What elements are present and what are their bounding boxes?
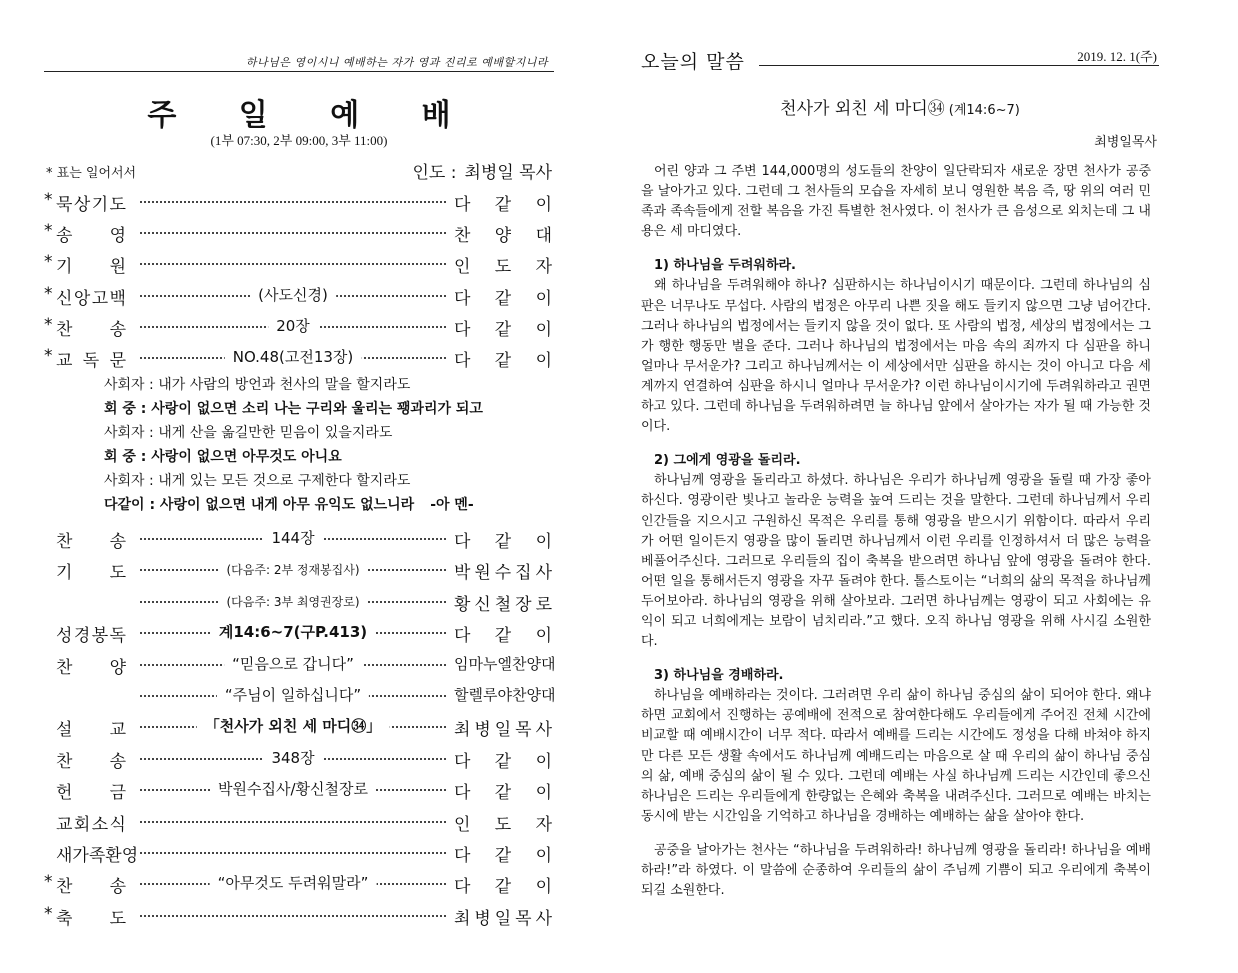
responsive-text: 내게 산을 옮길만한 믿음이 있을지라도 — [158, 425, 393, 441]
order-row — [44, 315, 554, 343]
order-label: 송 영 — [56, 226, 126, 247]
responsive-role: 회 중 : — [104, 401, 152, 417]
order-performer: 다 같 이 — [454, 877, 552, 898]
stand-marker: * — [44, 221, 53, 242]
service-times: (1부 07:30, 2부 09:00, 3부 11:00) — [210, 133, 388, 148]
order-performer: 할렐루야찬양대 — [454, 686, 556, 704]
stand-marker: * — [44, 872, 53, 893]
stand-marker: * — [44, 283, 53, 304]
responsive-line — [104, 470, 554, 490]
section-header: 오늘의 말씀 — [641, 51, 745, 73]
order-content: (다음주: 3부 최영권장로) — [219, 593, 368, 610]
dot-leader — [140, 747, 446, 773]
dot-leader — [140, 872, 446, 898]
divider — [759, 65, 1159, 66]
order-content: NO.48(고전13장) — [225, 346, 362, 367]
order-content: “아무것도 두려워말라” — [210, 872, 377, 893]
stand-marker: * — [44, 903, 53, 924]
order-performer: 다 같 이 — [454, 783, 552, 804]
leader-label: 인도 : — [412, 163, 457, 183]
order-performer: 다 같 이 — [454, 846, 552, 866]
order-performer: 다 같 이 — [454, 751, 552, 772]
responsive-line — [104, 398, 554, 418]
order-performer: 인 도 자 — [454, 814, 552, 835]
dot-leader — [140, 621, 446, 647]
responsive-line — [104, 446, 554, 466]
section-heading: 1) 하나님을 두려워하라. — [654, 258, 796, 274]
order-content: 20장 — [268, 315, 318, 336]
dot-leader — [140, 653, 446, 679]
order-row — [44, 590, 554, 618]
order-label: 묵 상 기 도 — [56, 195, 126, 215]
order-content: (사도신경) — [250, 284, 336, 305]
order-content: 「천사가 외친 세 마디㉞」 — [197, 715, 390, 736]
dot-leader — [140, 778, 446, 804]
amen: -아 멘- — [430, 497, 474, 513]
stand-marker: * — [44, 252, 53, 273]
sermon-page — [641, 0, 1159, 973]
stand-marker: * — [44, 314, 53, 335]
order-performer: 다 같 이 — [454, 532, 552, 552]
dot-leader — [140, 284, 446, 310]
order-row — [44, 346, 554, 374]
order-content: 348장 — [263, 747, 322, 768]
conclusion-paragraph: 공중을 날아가는 천사는 “하나님을 두려워하라! 하나님께 영광을 돌리라! 하나님을 예배하라!”라 하였다. 이 말씀에 순종하여 우리들의 삶이 주님께 기쁨이 되고 우리에게 축복이 되길 소원한다. — [641, 842, 1151, 899]
dot-leader — [140, 527, 446, 553]
responsive-role: 회 중 : — [104, 449, 152, 465]
order-row — [44, 558, 554, 586]
dot-leader — [140, 715, 446, 741]
order-row — [44, 621, 554, 649]
order-performer: 찬 양 대 — [454, 226, 552, 247]
stand-note: * 표는 일어서서 — [46, 166, 137, 181]
responsive-text: 내게 있는 모든 것으로 구제한다 할지라도 — [158, 473, 411, 489]
dot-leader — [140, 590, 446, 616]
dot-leader — [140, 346, 446, 372]
section-heading: 2) 그에게 영광을 돌리라. — [654, 453, 801, 469]
order-label: 기 도 — [56, 563, 126, 584]
order-label: 찬 송 — [56, 319, 126, 340]
responsive-text: 사랑이 없으면 아무것도 아니요 — [151, 449, 342, 465]
order-label: 기 원 — [56, 257, 126, 278]
order-label: 찬 양 — [56, 657, 126, 678]
order-row — [44, 841, 554, 869]
section-paragraph: 하나님께 영광을 돌리라고 하셨다. 하나님은 우리가 하나님께 영광을 돌릴 때 가장 좋아하신다. 영광이란 빛나고 놀라운 능력을 높여 드리는 것을 말한다. 그런데 하나님께서 우리 인간들을 지으시고 구원하신 목적은 우리를 통해 영광을 받으시기 위함이다. 따라서 우리가 어떤 일이든지 영광을 많이 돌리면 하나님께서 이런 우리를 인정하셔서 더 많은 능력을 베풀어주신다. 그러므로 우리들의 집이 축복을 받으려면 하나님 앞에 영광을 돌려야 한다. 어떤 일을 통해서든지 영광을 자꾸 돌려야 한다. 톨스토이는 “너희의 삶의 목적을 하나님께 두어보아라. 하나님의 영광을 위해 살아보라. 그러면 하나님께는 영광이 되고 사회에는 유익이 되고 너희에게는 보람이 넘치리라.”고 했다. 오직 하나님 영광을 위해 사시길 소원한다. — [641, 473, 1151, 650]
responsive-line — [104, 422, 554, 442]
dot-leader — [140, 904, 446, 930]
order-label: 헌 금 — [56, 783, 126, 804]
order-row — [44, 904, 554, 932]
order-performer: 최 병 일 목 사 — [454, 908, 552, 929]
responsive-line — [104, 494, 554, 514]
order-label: 교 회 소 식 — [56, 814, 126, 835]
divider — [44, 71, 554, 72]
order-content: “주님이 일하십니다” — [217, 684, 369, 705]
sermon-title — [641, 94, 1159, 119]
order-row — [44, 221, 554, 249]
order-row — [44, 810, 554, 838]
order-row — [44, 715, 554, 743]
order-performer: 다 같 이 — [454, 288, 552, 309]
order-label: 찬 송 — [56, 751, 126, 772]
scripture-ref: (계14:6~7) — [948, 103, 1020, 118]
order-performer: 최 병 일 목 사 — [454, 720, 552, 741]
order-label: 신 앙 고 백 — [56, 288, 126, 309]
order-label: 설 교 — [56, 720, 126, 741]
order-performer: 임마누엘찬양대 — [454, 654, 556, 673]
preacher: 최병일목사 — [1094, 135, 1157, 150]
order-row — [44, 684, 554, 712]
order-label: 찬 송 — [56, 532, 126, 552]
order-row — [44, 778, 554, 806]
section-heading: 3) 하나님을 경배하라. — [654, 668, 784, 684]
order-row — [44, 747, 554, 775]
dot-leader — [140, 221, 446, 247]
order-performer: 다 같 이 — [454, 195, 552, 215]
stand-marker: * — [44, 346, 53, 366]
order-label: 새가족환영 — [56, 846, 139, 866]
dot-leader — [140, 315, 446, 341]
order-label: 찬 송 — [56, 877, 126, 898]
order-row — [44, 284, 554, 312]
order-content: 계14:6~7(구P.413) — [211, 621, 375, 642]
responsive-text: 내가 사람의 방언과 천사의 말을 할지라도 — [158, 377, 411, 393]
section-paragraph: 왜 하나님을 두려워해야 하나? 심판하시는 하나님이시기 때문이다. 그런데 하나님의 심판은 너무나도 무섭다. 사람의 법정은 아무리 나쁜 짓을 해도 들키지 않으면 그냥 넘어간다. 그러나 하나님의 법정에서는 들키지 않을 것이 없다. 또 사람의 법정, 세상의 법정에서는 그가 행한 행동만 벌을 준다. 그러나 하나님의 법정에서는 마음 속의 죄까지 다 심판을 하니 얼마나 무서운가? 그리고 하나님께서는 이 세상에서만 심판을 하시는 것이 아니고 다음 세계까지 연결하여 심판을 하시니 얼마나 무서운가? 이런 하나님이시기에 두려워하라고 권면하고 있다. 그런데 하나님을 두려워하려면 늘 하나님 앞에서 살아가는 자가 될 때 가능한 것이다. — [641, 278, 1151, 435]
order-performer: 인 도 자 — [454, 257, 552, 278]
leader — [413, 158, 553, 183]
service-title: 주 일 예 배 — [147, 98, 477, 133]
order-label: 축 도 — [56, 908, 126, 929]
section-paragraph: 하나님을 예배하라는 것이다. 그러려면 우리 삶이 하나님 중심의 삶이 되어야 한다. 왜냐하면 교회에서 진행하는 공예배에 전적으로 참여한다해도 우리들에게 주어진 전체 시간에 비교할 때 예배시간이 너무 적다. 따라서 예배를 드리는 시간에도 정성을 다해 바쳐야 하지만 다른 모든 생활 속에서도 하나님께 예배드리는 마음으로 살 때 우리의 삶이 하나님 중심의 삶, 예배 중심의 삶이 될 수 있다. 그런데 예배는 사실 하나님께 드리는 시간인데 좋으신 하나님은 드리는 우리들에게 한량없는 은혜와 축복을 내려주신다. 그러므로 예배는 바치는 동시에 받는 시간임을 기억하고 하나님을 경배하는 예배하는 삶을 살아야 한다. — [641, 688, 1151, 824]
responsive-role: 사회자 : — [104, 377, 159, 393]
order-performer: 황 신 철 장 로 — [454, 594, 552, 615]
dot-leader — [140, 684, 446, 710]
order-row — [44, 653, 554, 681]
responsive-line — [104, 374, 554, 394]
order-content: 144장 — [263, 527, 322, 548]
responsive-role: 사회자 : — [104, 473, 159, 489]
order-row — [44, 190, 554, 218]
dot-leader — [140, 190, 446, 216]
order-content: (다음주: 2부 정재봉집사) — [219, 561, 368, 578]
order-performer: 박 원 수 집 사 — [454, 563, 552, 584]
order-label: 성 경 봉 독 — [56, 626, 126, 647]
responsive-role: 다같이 : — [104, 497, 160, 513]
order-row — [44, 872, 554, 900]
dot-leader — [140, 841, 446, 867]
sermon-title-text: 천사가 외친 세 마디㉞ — [780, 99, 945, 119]
order-performer: 다 같 이 — [454, 351, 552, 371]
order-content: 박원수집사/황신철장로 — [210, 778, 376, 799]
dot-leader — [140, 252, 446, 278]
responsive-text: 사랑이 없으면 소리 나는 구리와 울리는 꽹과리가 되고 — [151, 401, 483, 417]
responsive-text: 사랑이 없으면 내게 아무 유익도 없느니라 — [159, 497, 415, 513]
order-performer: 다 같 이 — [454, 626, 552, 647]
responsive-role: 사회자 : — [104, 425, 159, 441]
order-row — [44, 527, 554, 555]
order-content: “믿음으로 갑니다” — [224, 653, 362, 674]
intro-paragraph: 어린 양과 그 주변 144,000명의 성도들의 찬양이 일단락되자 새로운 장면 천사가 공중을 날아가고 있다. 그런데 그 천사들의 모습을 자세히 보니 영원한 복음 즉, 땅 위의 여러 민족과 족속들에게 전할 복음을 가진 특별한 천사였다. 이 천사가 큰 음성으로 외치는데 그 내용은 세 마디였다. — [641, 164, 1151, 240]
order-row — [44, 252, 554, 280]
worship-order-page — [44, 0, 554, 973]
dot-leader — [140, 558, 446, 584]
order-label: 교 독 문 — [56, 351, 126, 371]
stand-marker: * — [44, 190, 53, 210]
dot-leader — [140, 810, 446, 836]
date: 2019. 12. 1(주) — [1077, 49, 1157, 64]
motto: 하나님은 영이시니 예배하는 자가 영과 진리로 예배할지니라 — [245, 56, 548, 69]
leader-name: 최병일 목사 — [464, 163, 552, 183]
order-performer: 다 같 이 — [454, 319, 552, 340]
sermon-body — [641, 162, 1151, 901]
